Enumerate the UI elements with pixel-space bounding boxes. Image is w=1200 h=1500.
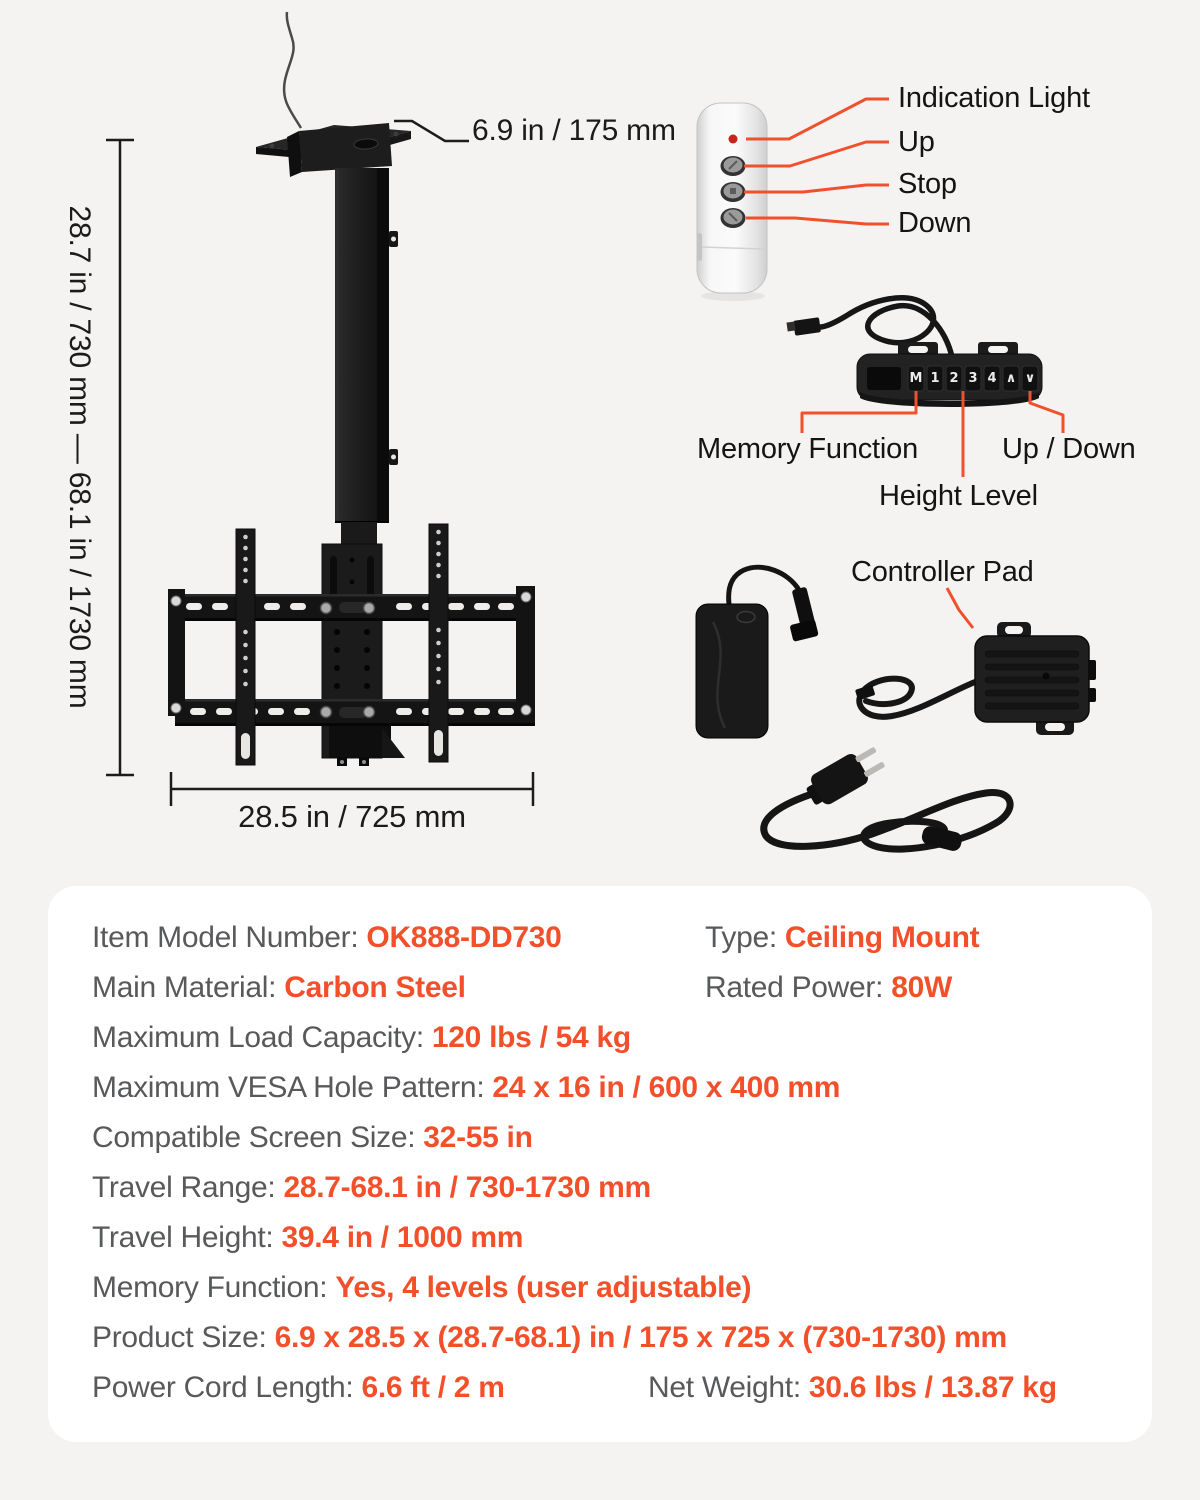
dimension-width-bottom: 28.5 in / 725 mm bbox=[238, 799, 466, 834]
power-cord-illustration bbox=[764, 741, 1010, 852]
controller-pad-box-illustration bbox=[855, 622, 1096, 735]
callout-indication-light: Indication Light bbox=[898, 82, 1090, 114]
spec-row-material: Main Material: Carbon Steel Rated Power: 80W bbox=[92, 971, 952, 1004]
callout-up-down: Up / Down bbox=[1002, 433, 1136, 465]
spec-row-vesa: Maximum VESA Hole Pattern: 24 x 16 in / 600 x 400 mm bbox=[92, 1071, 841, 1104]
spec-panel bbox=[48, 886, 1152, 1442]
remote-control-illustration bbox=[697, 103, 767, 301]
spec-row-load-capacity: Maximum Load Capacity: 120 lbs / 54 kg bbox=[92, 1021, 631, 1054]
keypad-key-4: 4 bbox=[987, 371, 997, 386]
spec-row-travel-height: Travel Height: 39.4 in / 1000 mm bbox=[92, 1221, 524, 1254]
power-wire bbox=[284, 12, 301, 128]
spec-list bbox=[92, 913, 1122, 1413]
spec-row-screen-size: Compatible Screen Size: 32-55 in bbox=[92, 1121, 533, 1154]
spec-row-travel-range: Travel Range: 28.7-68.1 in / 730-1730 mm bbox=[92, 1171, 651, 1204]
spec-row-product-size: Product Size: 6.9 x 28.5 x (28.7-68.1) in / 175 x 725 x (730-1730) mm bbox=[92, 1321, 1007, 1354]
indication-light-led bbox=[729, 135, 738, 144]
callout-down: Down bbox=[898, 207, 972, 239]
controller-pad-leader-line bbox=[947, 588, 973, 628]
keypad-key-2: 2 bbox=[949, 371, 959, 386]
callout-up: Up bbox=[898, 126, 935, 158]
callout-height-level: Height Level bbox=[879, 480, 1038, 512]
keypad-key-1: 1 bbox=[930, 371, 940, 386]
keypad-key-3: 3 bbox=[968, 371, 978, 386]
spec-row-memory-function: Memory Function: Yes, 4 levels (user adjustable) bbox=[92, 1271, 752, 1304]
callout-controller-pad: Controller Pad bbox=[851, 556, 1034, 588]
remote-down-button bbox=[721, 208, 746, 228]
remote-stop-button bbox=[721, 182, 746, 202]
keypad-illustration bbox=[786, 298, 1042, 407]
remote-up-button bbox=[721, 156, 746, 176]
callout-memory-function: Memory Function bbox=[697, 433, 919, 465]
keypad-key-down-icon: ∨ bbox=[1024, 371, 1036, 386]
dimension-width-top: 6.9 in / 175 mm bbox=[472, 114, 676, 147]
keypad-key-up-icon: ∧ bbox=[1005, 371, 1017, 386]
dimension-height-left: 28.7 in / 730 mm — 68.1 in / 1730 mm bbox=[63, 205, 96, 709]
callout-stop: Stop bbox=[898, 168, 957, 200]
power-adapter-illustration bbox=[696, 567, 819, 738]
keypad-key-memory: M bbox=[909, 371, 923, 386]
keypad-display bbox=[867, 367, 901, 390]
spec-row-cord-weight: Power Cord Length: 6.6 ft / 2 m Net Weight: 30.6 lbs / 13.87 kg bbox=[92, 1371, 1057, 1404]
spec-row-model: Item Model Number: OK888-DD730 Type: Ceiling Mount bbox=[92, 921, 980, 954]
